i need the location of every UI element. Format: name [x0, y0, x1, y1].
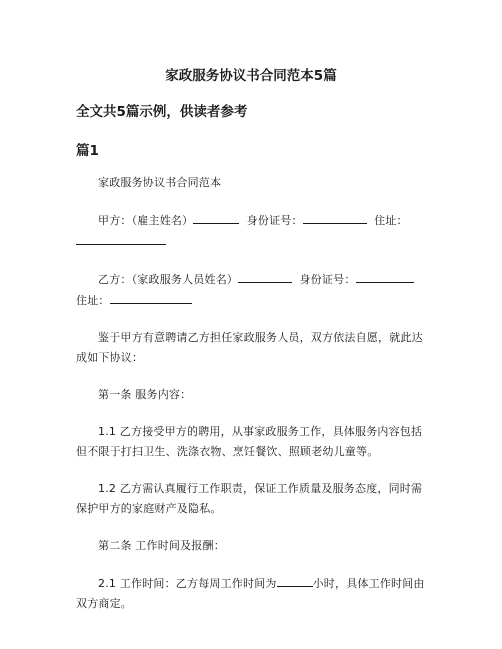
paragraph-clause-1-1: 1.1 乙方接受甲方的聘用，从事家政服务工作，具体服务内容包括但不限于打扫卫生、洗涤衣物、烹饪餐饮、照顾老幼儿童等。 [76, 425, 423, 458]
contract-name-text: 家政服务协议书合同范本 [98, 176, 222, 189]
party-a-address-label: 住址： [374, 214, 408, 227]
party-a-address-blank [76, 231, 166, 245]
paragraph-preamble: 鉴于甲方有意聘请乙方担任家政服务人员，双方依法自愿，就此达成如下协议： [76, 331, 423, 364]
paragraph-contract-name [76, 173, 426, 193]
paragraph-article-2: 第二条 工作时间及报酬： [98, 539, 225, 552]
document-subtitle: 全文共5篇示例，供读者参考 [76, 104, 248, 120]
work-hours-blank [277, 573, 313, 587]
paragraph-party-b [76, 269, 426, 311]
work-hours-suffix: 小时，具体工作时间由双方商定。 [76, 577, 425, 610]
document-body [76, 173, 426, 631]
party-b-id-label: 身份证号： [299, 273, 356, 286]
party-b-id-blank [356, 269, 414, 283]
party-b-name-label: 乙方：（家政服务人员姓名） [98, 273, 239, 286]
paragraph-clause-1-2: 1.2 乙方需认真履行工作职责，保证工作质量及服务态度，同时需保护甲方的家庭财产及隐私。 [76, 482, 423, 515]
party-b-name-blank [238, 269, 292, 283]
work-hours-label: 2.1 工作时间：乙方每周工作时间为 [98, 577, 277, 590]
party-b-address-label: 住址： [76, 294, 110, 307]
paragraph-clause-2-1 [76, 573, 426, 614]
document-title: 家政服务协议书合同范本5篇 [165, 68, 337, 84]
party-a-name-label: 甲方：（雇主姓名） [98, 214, 194, 227]
party-b-address-blank [110, 290, 192, 304]
paragraph-article-1: 第一条 服务内容： [98, 388, 192, 401]
party-a-id-blank [303, 210, 367, 224]
paragraph-party-a [76, 210, 426, 252]
party-a-id-label: 身份证号： [246, 214, 303, 227]
party-a-name-blank [193, 210, 239, 224]
section-heading: 篇1 [76, 143, 99, 159]
